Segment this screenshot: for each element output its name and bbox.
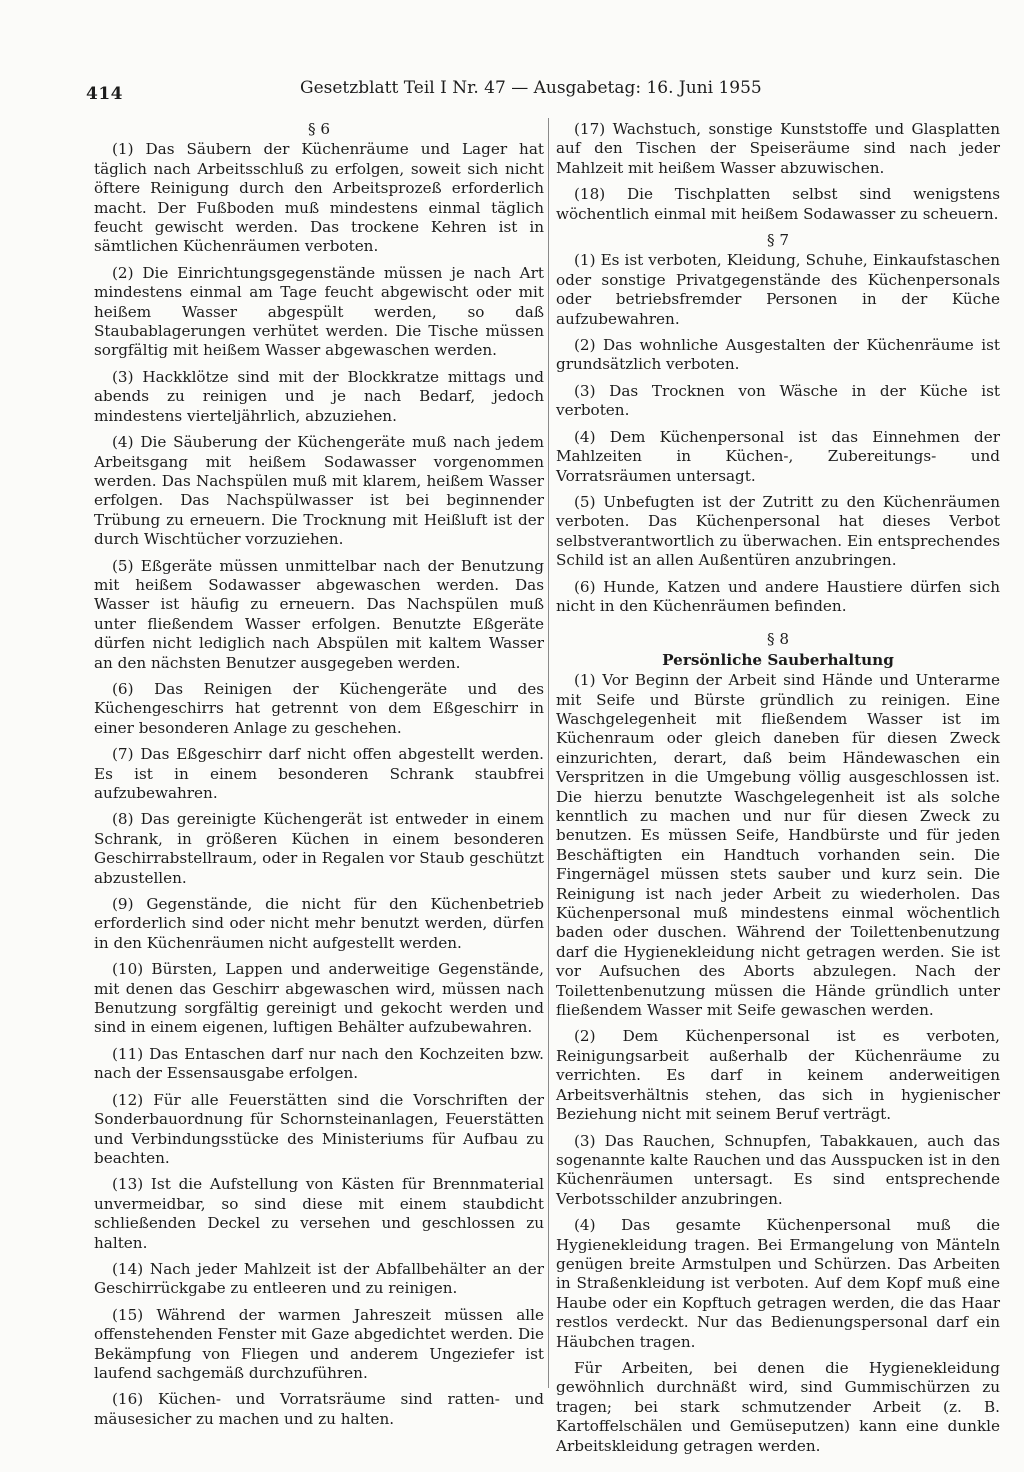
paragraph: (10) Bürsten, Lappen und anderweitige Gegenstände, mit denen das Geschirr abgewaschen wird, müssen nach Benutzung sorgfältig gereinigt und gekocht werden und sind in einem eigenen, luftigen Behälter aufzubewahren. (94, 960, 544, 1037)
paragraph: (18) Die Tischplatten selbst sind wenigstens wöchentlich einmal mit heißem Sodawasser zu scheuern. (556, 185, 1000, 223)
section-title: Persönliche Sauberhaltung (662, 650, 894, 669)
paragraph: (3) Das Trocknen von Wäsche in der Küche ist verboten. (556, 381, 1000, 420)
page-number: 414 (86, 84, 123, 104)
paragraph: (16) Küchen- und Vorratsräume sind ratten- und mäusesicher zu machen und zu halten. (94, 1390, 544, 1428)
section-heading: § 6 (307, 120, 331, 138)
paragraph: (6) Das Reinigen der Küchengeräte und des Küchengeschirrs hat getrennt von dem Eßgeschirr in einer besonderen Anlage zu geschehen. (94, 679, 544, 737)
paragraph: (2) Dem Küchenpersonal ist es verboten, Reinigungsarbeit außerhalb der Küchenräume zu verrichten. Es darf in keinem anderweitigen Arbeitsverhältnis stehen, das sich in hygienischer Beziehung nicht mit seinem Beruf verträgt. (556, 1027, 1000, 1124)
paragraph: (14) Nach jeder Mahlzeit ist der Abfallbehälter an der Geschirrückgabe zu entleeren und zu reinigen. (94, 1259, 544, 1298)
paragraph: Für Arbeiten, bei denen die Hygienekleidung gewöhnlich durchnäßt wird, sind Gummischürzen zu tragen; bei stark schmutzender Arbeit (z. B. Kartoffelschälen und Gemüseputzen) kann eine dunkle Arbeitskleidung getragen werden. (556, 1358, 1000, 1455)
paragraph: (2) Die Einrichtungsgegenstände müssen je nach Art mindestens einmal am Tage feucht abgewischt oder mit heißem Wasser abgespült werden, so daß Staubablagerungen verhütet werden. Die Tische müssen sorgfältig mit heißem Wasser abgewaschen werden. (94, 263, 544, 360)
paragraph: (1) Vor Beginn der Arbeit sind Hände und Unterarme mit Seife und Bürste gründlich zu reinigen. Eine Waschgelegenheit mit fließendem Wasser ist im Küchenraum oder gleich daneben für diesen Zweck einzurichten, derart, daß beim Händewaschen ein Verspritzen in die Umgebung völlig ausgeschlossen ist. Die hierzu benutzte Waschgelegenheit ist als solche kenntlich zu machen und nur für diesen Zweck zu benutzen. Es müssen Seife, Handbürste und für jeden Beschäftigten ein Handtuch vorhanden sein. Die Fingernägel müssen stets sauber und kurz sein. Die Reinigung ist nach jeder Arbeit zu wiederholen. Das Küchenpersonal muß mindestens einmal wöchentlich baden oder duschen. Während der Toilettenbenutzung darf die Hygienekleidung nicht getragen werden. Sie ist vor Aufsuchen des Aborts abzulegen. Nach der Toilettenbenutzung müssen die Hände gründlich unter fließendem Wasser mit Seife gewaschen werden. (556, 671, 1000, 1020)
paragraph: (4) Die Säuberung der Küchengeräte muß nach jedem Arbeitsgang mit heißem Sodawasser vorgenommen werden. Das Nachspülen muß mit klarem, heißem Wasser erfolgen. Das Nachspülwasser ist bei beginnender Trübung zu erneuern. Die Trocknung mit Heißluft ist der durch Wischtücher vorzuziehen. (94, 433, 544, 549)
right-column (556, 120, 1000, 1463)
paragraph: (5) Unbefugten ist der Zutritt zu den Küchenräumen verboten. Das Küchenpersonal hat dieses Verbot selbstverantwortlich zu überwachen. Ein entsprechendes Schild ist an allen Außentüren anzubringen. (556, 492, 1000, 570)
paragraph: (4) Das gesamte Küchenpersonal muß die Hygienekleidung tragen. Bei Ermangelung von Mänteln genügen breite Armstulpen und Schürzen. Das Arbeiten in Straßenkleidung ist verboten. Auf dem Kopf muß eine Haube oder ein Kopftuch getragen werden, die das Haar restlos verdeckt. Nur das Bedienungspersonal darf ein Häubchen tragen. (556, 1216, 1000, 1351)
paragraph: (13) Ist die Aufstellung von Kästen für Brennmaterial unvermeidbar, so sind diese mit einem staubdicht schließenden Deckel zu versehen und geschlossen zu halten. (94, 1175, 544, 1252)
paragraph: (8) Das gereinigte Küchengerät ist entweder in einem Schrank, in größeren Küchen in einem besonderen Geschirrabstellraum, oder in Regalen vor Staub geschützt abzustellen. (94, 810, 544, 887)
section-heading: § 8 (766, 630, 790, 649)
paragraph: (2) Das wohnliche Ausgestalten der Küchenräume ist grundsätzlich verboten. (556, 336, 1000, 374)
left-column (94, 120, 544, 1436)
paragraph: (11) Das Entaschen darf nur nach den Kochzeiten bzw. nach der Essensausgabe erfolgen. (94, 1044, 544, 1083)
paragraph: (15) Während der warmen Jahreszeit müssen alle offenstehenden Fenster mit Gaze abgedichtet werden. Die Bekämpfung von Fliegen und anderem Ungeziefer ist laufend sachgemäß durchzuführen. (94, 1305, 544, 1382)
paragraph: (3) Hackklötze sind mit der Blockkratze mittags und abends zu reinigen und je nach Bedarf, jedoch mindestens vierteljährlich, abzuziehen. (94, 367, 544, 425)
paragraph: (12) Für alle Feuerstätten sind die Vorschriften der Sonderbauordnung für Schornsteinanlagen, Feuerstätten und Verbindungsstücke des Ministeriums für Aufbau zu beachten. (94, 1090, 544, 1167)
column-divider (548, 118, 549, 1388)
paragraph: (7) Das Eßgeschirr darf nicht offen abgestellt werden. Es ist in einem besonderen Schrank staubfrei aufzubewahren. (94, 745, 544, 802)
paragraph: (4) Dem Küchenpersonal ist das Einnehmen der Mahlzeiten in Küchen-, Zubereitungs- und Vorratsräumen untersagt. (556, 427, 1000, 485)
paragraph: (6) Hunde, Katzen und andere Haustiere dürfen sich nicht in den Küchenräumen befinden. (556, 577, 1000, 615)
paragraph: (9) Gegenstände, die nicht für den Küchenbetrieb erforderlich sind oder nicht mehr benutzt werden, dürfen in den Küchenräumen nicht aufgestellt werden. (94, 895, 544, 952)
paragraph: (1) Es ist verboten, Kleidung, Schuhe, Einkaufstaschen oder sonstige Privatgegenstände des Küchenpersonals oder betriebsfremder Personen in der Küche aufzubewahren. (556, 251, 1000, 328)
paragraph: (3) Das Rauchen, Schnupfen, Tabakkauen, auch das sogenannte kalte Rauchen und das Ausspucken ist in den Küchenräumen untersagt. Es sind entsprechende Verbotsschilder anzubringen. (556, 1131, 1000, 1208)
paragraph: (17) Wachstuch, sonstige Kunststoffe und Glasplatten auf den Tischen der Speiseräume sind nach jeder Mahlzeit mit heißem Wasser abzuwischen. (556, 120, 1000, 177)
paragraph: (1) Das Säubern der Küchenräume und Lager hat täglich nach Arbeitsschluß zu erfolgen, soweit sich nicht öftere Reinigung durch den Arbeitsprozeß erforderlich macht. Der Fußboden muß mindestens einmal täglich feucht gewischt werden. Das trockene Kehren ist in sämtlichen Küchenräumen verboten. (94, 140, 544, 256)
section-heading: § 7 (766, 231, 790, 250)
paragraph: (5) Eßgeräte müssen unmittelbar nach der Benutzung mit heißem Sodawasser abgewaschen werden. Das Wasser ist häufig zu erneuern. Das Nachspülen muß unter fließendem Wasser erfolgen. Benutzte Eßgeräte dürfen nicht lediglich nach Abspülen mit kaltem Wasser an den nächsten Benutzer ausgegeben werden. (94, 556, 544, 672)
page-header-title: Gesetzblatt Teil I Nr. 47 — Ausgabetag: 16. Juni 1955 (300, 78, 762, 98)
